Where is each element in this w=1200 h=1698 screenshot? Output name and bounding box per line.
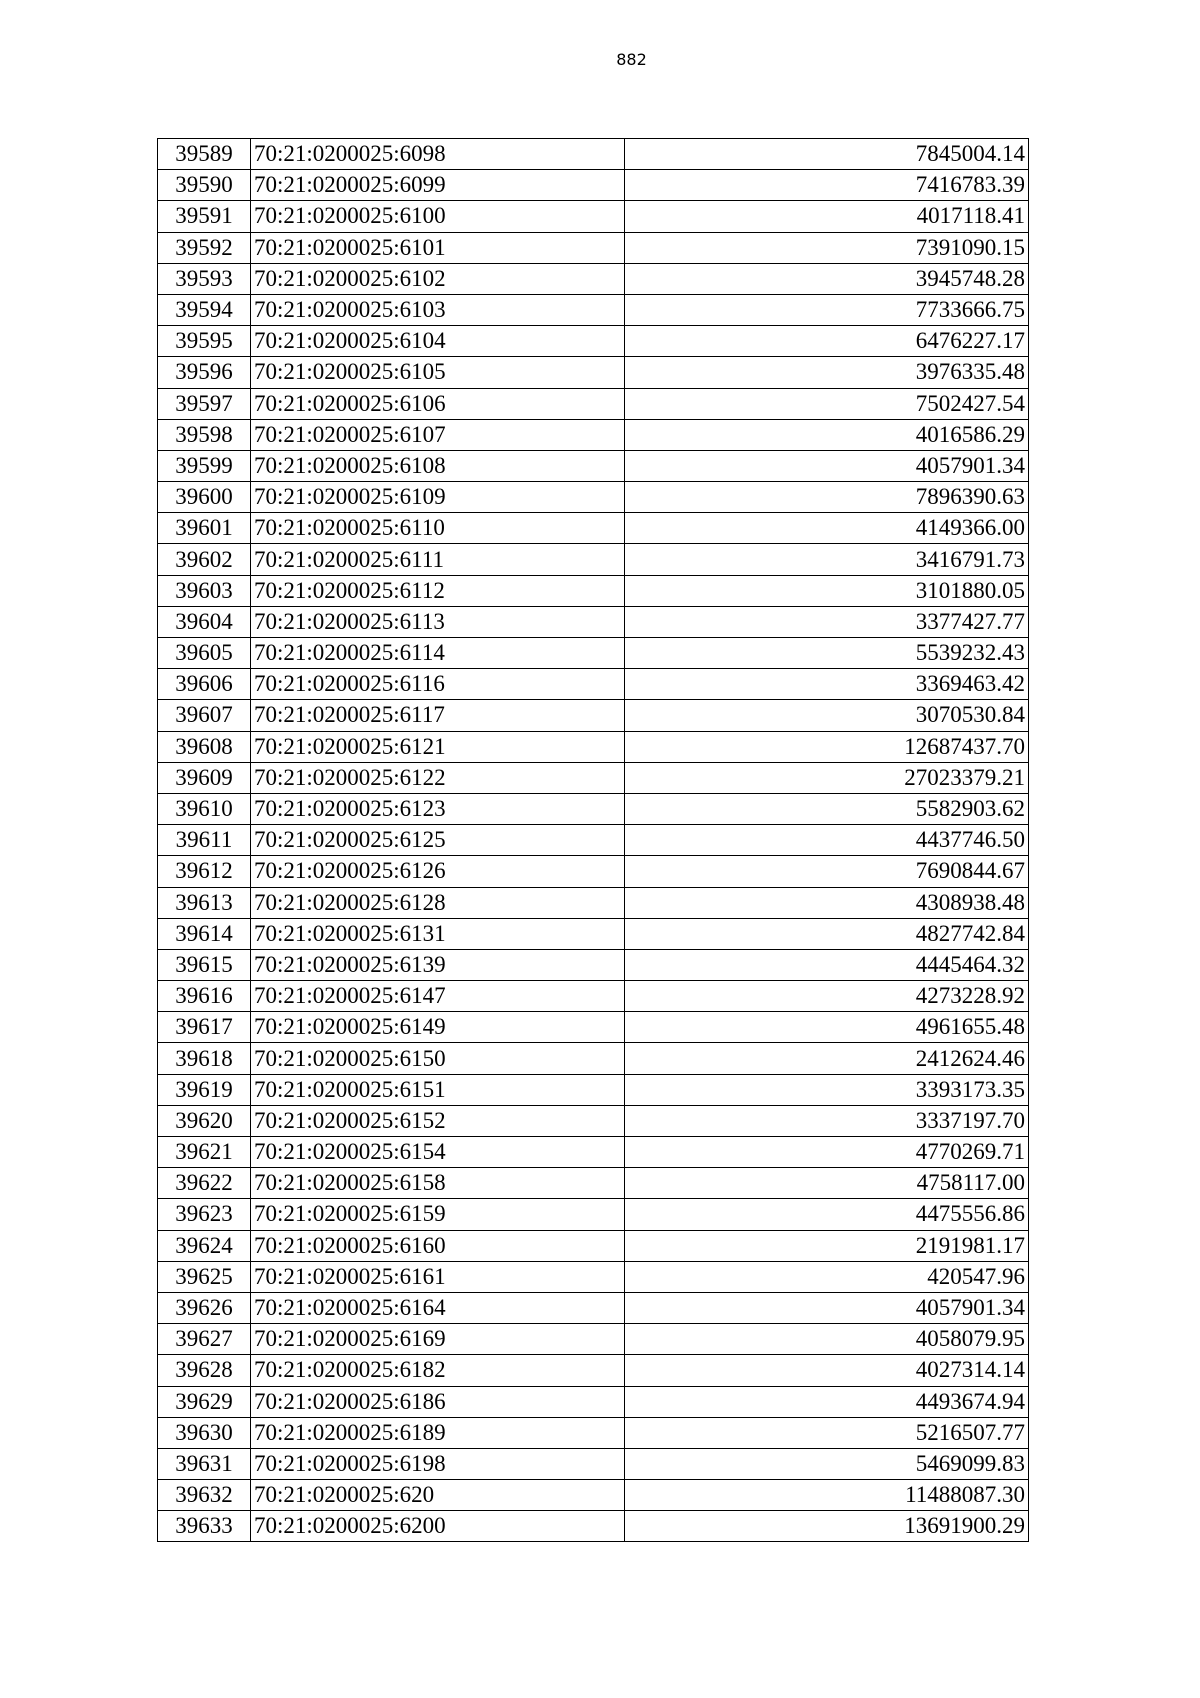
cadastral-value-cell: 4058079.95 — [625, 1324, 1029, 1355]
cadastral-value-cell: 13691900.29 — [625, 1511, 1029, 1542]
table-row — [158, 544, 1029, 575]
cadastral-value-cell: 4017118.41 — [625, 201, 1029, 232]
cadastral-value-cell: 4057901.34 — [625, 1292, 1029, 1323]
cadastral-number-cell: 70:21:0200025:6116 — [251, 669, 625, 700]
cadastral-value-cell: 7502427.54 — [625, 388, 1029, 419]
table-row — [158, 1043, 1029, 1074]
table-row — [158, 450, 1029, 481]
row-number-cell: 39595 — [158, 326, 251, 357]
cadastral-value-cell: 12687437.70 — [625, 731, 1029, 762]
cadastral-number-cell: 70:21:0200025:6105 — [251, 357, 625, 388]
row-number-cell: 39598 — [158, 419, 251, 450]
cadastral-value-cell: 4437746.50 — [625, 825, 1029, 856]
cadastral-value-cell: 4770269.71 — [625, 1137, 1029, 1168]
row-number-cell: 39596 — [158, 357, 251, 388]
row-number-cell: 39612 — [158, 856, 251, 887]
cadastral-number-cell: 70:21:0200025:6158 — [251, 1168, 625, 1199]
cadastral-number-cell: 70:21:0200025:6182 — [251, 1355, 625, 1386]
row-number-cell: 39600 — [158, 482, 251, 513]
cadastral-value-cell: 4057901.34 — [625, 450, 1029, 481]
table-row — [158, 793, 1029, 824]
row-number-cell: 39618 — [158, 1043, 251, 1074]
table-row — [158, 263, 1029, 294]
cadastral-value-cell: 4758117.00 — [625, 1168, 1029, 1199]
cadastral-number-cell: 70:21:0200025:6154 — [251, 1137, 625, 1168]
cadastral-value-cell: 3976335.48 — [625, 357, 1029, 388]
cadastral-number-cell: 70:21:0200025:6152 — [251, 1105, 625, 1136]
row-number-cell: 39614 — [158, 918, 251, 949]
cadastral-number-cell: 70:21:0200025:6114 — [251, 638, 625, 669]
table-row — [158, 232, 1029, 263]
row-number-cell: 39623 — [158, 1199, 251, 1230]
table-row — [158, 482, 1029, 513]
cadastral-number-cell: 70:21:0200025:6126 — [251, 856, 625, 887]
cadastral-value-cell: 7690844.67 — [625, 856, 1029, 887]
row-number-cell: 39620 — [158, 1105, 251, 1136]
table-row — [158, 856, 1029, 887]
table-row — [158, 1324, 1029, 1355]
cadastral-number-cell: 70:21:0200025:6111 — [251, 544, 625, 575]
cadastral-value-cell: 420547.96 — [625, 1261, 1029, 1292]
page-number: 882 — [616, 50, 647, 69]
table-row — [158, 294, 1029, 325]
table-row — [158, 1292, 1029, 1323]
table-row — [158, 606, 1029, 637]
cadastral-value-cell: 2191981.17 — [625, 1230, 1029, 1261]
cadastral-number-cell: 70:21:0200025:6100 — [251, 201, 625, 232]
table-row — [158, 669, 1029, 700]
cadastral-number-cell: 70:21:0200025:6160 — [251, 1230, 625, 1261]
row-number-cell: 39609 — [158, 762, 251, 793]
row-number-cell: 39599 — [158, 450, 251, 481]
row-number-cell: 39608 — [158, 731, 251, 762]
cadastral-number-cell: 70:21:0200025:6098 — [251, 139, 625, 170]
cadastral-number-cell: 70:21:0200025:620 — [251, 1480, 625, 1511]
row-number-cell: 39604 — [158, 606, 251, 637]
cadastral-value-cell: 3945748.28 — [625, 263, 1029, 294]
cadastral-number-cell: 70:21:0200025:6169 — [251, 1324, 625, 1355]
row-number-cell: 39627 — [158, 1324, 251, 1355]
cadastral-number-cell: 70:21:0200025:6113 — [251, 606, 625, 637]
table-row — [158, 388, 1029, 419]
cadastral-value-cell: 3101880.05 — [625, 575, 1029, 606]
cadastral-number-cell: 70:21:0200025:6104 — [251, 326, 625, 357]
cadastral-value-cell: 4475556.86 — [625, 1199, 1029, 1230]
table-row — [158, 1074, 1029, 1105]
row-number-cell: 39617 — [158, 1012, 251, 1043]
cadastral-number-cell: 70:21:0200025:6128 — [251, 887, 625, 918]
cadastral-value-cell: 3070530.84 — [625, 700, 1029, 731]
table-row — [158, 731, 1029, 762]
cadastral-number-cell: 70:21:0200025:6103 — [251, 294, 625, 325]
cadastral-number-cell: 70:21:0200025:6117 — [251, 700, 625, 731]
cadastral-value-cell: 3393173.35 — [625, 1074, 1029, 1105]
table-row — [158, 981, 1029, 1012]
cadastral-number-cell: 70:21:0200025:6106 — [251, 388, 625, 419]
table-row — [158, 1230, 1029, 1261]
row-number-cell: 39616 — [158, 981, 251, 1012]
cadastral-number-cell: 70:21:0200025:6122 — [251, 762, 625, 793]
table-row — [158, 1261, 1029, 1292]
table-row — [158, 513, 1029, 544]
table-row — [158, 825, 1029, 856]
cadastral-number-cell: 70:21:0200025:6200 — [251, 1511, 625, 1542]
table-row — [158, 1386, 1029, 1417]
row-number-cell: 39621 — [158, 1137, 251, 1168]
cadastral-number-cell: 70:21:0200025:6151 — [251, 1074, 625, 1105]
cadastral-number-cell: 70:21:0200025:6149 — [251, 1012, 625, 1043]
row-number-cell: 39594 — [158, 294, 251, 325]
cadastral-value-cell: 27023379.21 — [625, 762, 1029, 793]
cadastral-number-cell: 70:21:0200025:6159 — [251, 1199, 625, 1230]
cadastral-value-cell: 4016586.29 — [625, 419, 1029, 450]
row-number-cell: 39624 — [158, 1230, 251, 1261]
cadastral-value-cell: 4961655.48 — [625, 1012, 1029, 1043]
cadastral-value-cell: 4493674.94 — [625, 1386, 1029, 1417]
table-row — [158, 1480, 1029, 1511]
table-row — [158, 1137, 1029, 1168]
cadastral-value-cell: 5582903.62 — [625, 793, 1029, 824]
cadastral-number-cell: 70:21:0200025:6109 — [251, 482, 625, 513]
table-row — [158, 419, 1029, 450]
row-number-cell: 39602 — [158, 544, 251, 575]
cadastral-number-cell: 70:21:0200025:6147 — [251, 981, 625, 1012]
cadastral-number-cell: 70:21:0200025:6139 — [251, 949, 625, 980]
cadastral-value-cell: 4827742.84 — [625, 918, 1029, 949]
cadastral-value-cell: 4273228.92 — [625, 981, 1029, 1012]
row-number-cell: 39597 — [158, 388, 251, 419]
cadastral-value-cell: 4149366.00 — [625, 513, 1029, 544]
cadastral-number-cell: 70:21:0200025:6108 — [251, 450, 625, 481]
cadastral-number-cell: 70:21:0200025:6110 — [251, 513, 625, 544]
cadastral-number-cell: 70:21:0200025:6125 — [251, 825, 625, 856]
row-number-cell: 39589 — [158, 139, 251, 170]
table-row — [158, 1199, 1029, 1230]
row-number-cell: 39622 — [158, 1168, 251, 1199]
table-row — [158, 949, 1029, 980]
row-number-cell: 39591 — [158, 201, 251, 232]
table-row — [158, 1448, 1029, 1479]
cadastral-value-cell: 3369463.42 — [625, 669, 1029, 700]
cadastral-value-cell: 11488087.30 — [625, 1480, 1029, 1511]
cadastral-value-cell: 3337197.70 — [625, 1105, 1029, 1136]
cadastral-value-cell: 7845004.14 — [625, 139, 1029, 170]
row-number-cell: 39605 — [158, 638, 251, 669]
cadastral-value-table — [157, 138, 1029, 1542]
table-row — [158, 1417, 1029, 1448]
row-number-cell: 39632 — [158, 1480, 251, 1511]
cadastral-number-cell: 70:21:0200025:6112 — [251, 575, 625, 606]
cadastral-value-cell: 7416783.39 — [625, 170, 1029, 201]
row-number-cell: 39590 — [158, 170, 251, 201]
row-number-cell: 39603 — [158, 575, 251, 606]
cadastral-value-cell: 4027314.14 — [625, 1355, 1029, 1386]
cadastral-value-cell: 7733666.75 — [625, 294, 1029, 325]
row-number-cell: 39592 — [158, 232, 251, 263]
cadastral-number-cell: 70:21:0200025:6099 — [251, 170, 625, 201]
table-row — [158, 1511, 1029, 1542]
table-row — [158, 1355, 1029, 1386]
table-row — [158, 139, 1029, 170]
row-number-cell: 39625 — [158, 1261, 251, 1292]
cadastral-value-cell: 3416791.73 — [625, 544, 1029, 575]
row-number-cell: 39615 — [158, 949, 251, 980]
table-row — [158, 1168, 1029, 1199]
table-row — [158, 357, 1029, 388]
cadastral-value-cell: 2412624.46 — [625, 1043, 1029, 1074]
row-number-cell: 39607 — [158, 700, 251, 731]
cadastral-number-cell: 70:21:0200025:6121 — [251, 731, 625, 762]
table-row — [158, 918, 1029, 949]
table-row — [158, 201, 1029, 232]
row-number-cell: 39613 — [158, 887, 251, 918]
cadastral-value-cell: 5469099.83 — [625, 1448, 1029, 1479]
cadastral-value-cell: 5539232.43 — [625, 638, 1029, 669]
cadastral-number-cell: 70:21:0200025:6131 — [251, 918, 625, 949]
cadastral-number-cell: 70:21:0200025:6107 — [251, 419, 625, 450]
table-row — [158, 170, 1029, 201]
cadastral-number-cell: 70:21:0200025:6198 — [251, 1448, 625, 1479]
cadastral-value-cell: 3377427.77 — [625, 606, 1029, 637]
row-number-cell: 39610 — [158, 793, 251, 824]
cadastral-number-cell: 70:21:0200025:6123 — [251, 793, 625, 824]
row-number-cell: 39628 — [158, 1355, 251, 1386]
row-number-cell: 39630 — [158, 1417, 251, 1448]
table-row — [158, 638, 1029, 669]
row-number-cell: 39629 — [158, 1386, 251, 1417]
row-number-cell: 39593 — [158, 263, 251, 294]
cadastral-value-cell: 6476227.17 — [625, 326, 1029, 357]
row-number-cell: 39611 — [158, 825, 251, 856]
cadastral-number-cell: 70:21:0200025:6161 — [251, 1261, 625, 1292]
cadastral-number-cell: 70:21:0200025:6189 — [251, 1417, 625, 1448]
row-number-cell: 39606 — [158, 669, 251, 700]
table-row — [158, 762, 1029, 793]
row-number-cell: 39633 — [158, 1511, 251, 1542]
cadastral-value-cell: 7391090.15 — [625, 232, 1029, 263]
cadastral-value-cell: 4308938.48 — [625, 887, 1029, 918]
cadastral-value-cell: 4445464.32 — [625, 949, 1029, 980]
cadastral-number-cell: 70:21:0200025:6102 — [251, 263, 625, 294]
table-row — [158, 326, 1029, 357]
row-number-cell: 39631 — [158, 1448, 251, 1479]
table-row — [158, 1105, 1029, 1136]
row-number-cell: 39626 — [158, 1292, 251, 1323]
table-row — [158, 1012, 1029, 1043]
row-number-cell: 39619 — [158, 1074, 251, 1105]
cadastral-value-cell: 5216507.77 — [625, 1417, 1029, 1448]
table-row — [158, 887, 1029, 918]
table-row — [158, 575, 1029, 606]
cadastral-number-cell: 70:21:0200025:6186 — [251, 1386, 625, 1417]
cadastral-number-cell: 70:21:0200025:6150 — [251, 1043, 625, 1074]
cadastral-number-cell: 70:21:0200025:6164 — [251, 1292, 625, 1323]
cadastral-number-cell: 70:21:0200025:6101 — [251, 232, 625, 263]
table-row — [158, 700, 1029, 731]
table-body — [158, 139, 1029, 1542]
cadastral-value-cell: 7896390.63 — [625, 482, 1029, 513]
row-number-cell: 39601 — [158, 513, 251, 544]
